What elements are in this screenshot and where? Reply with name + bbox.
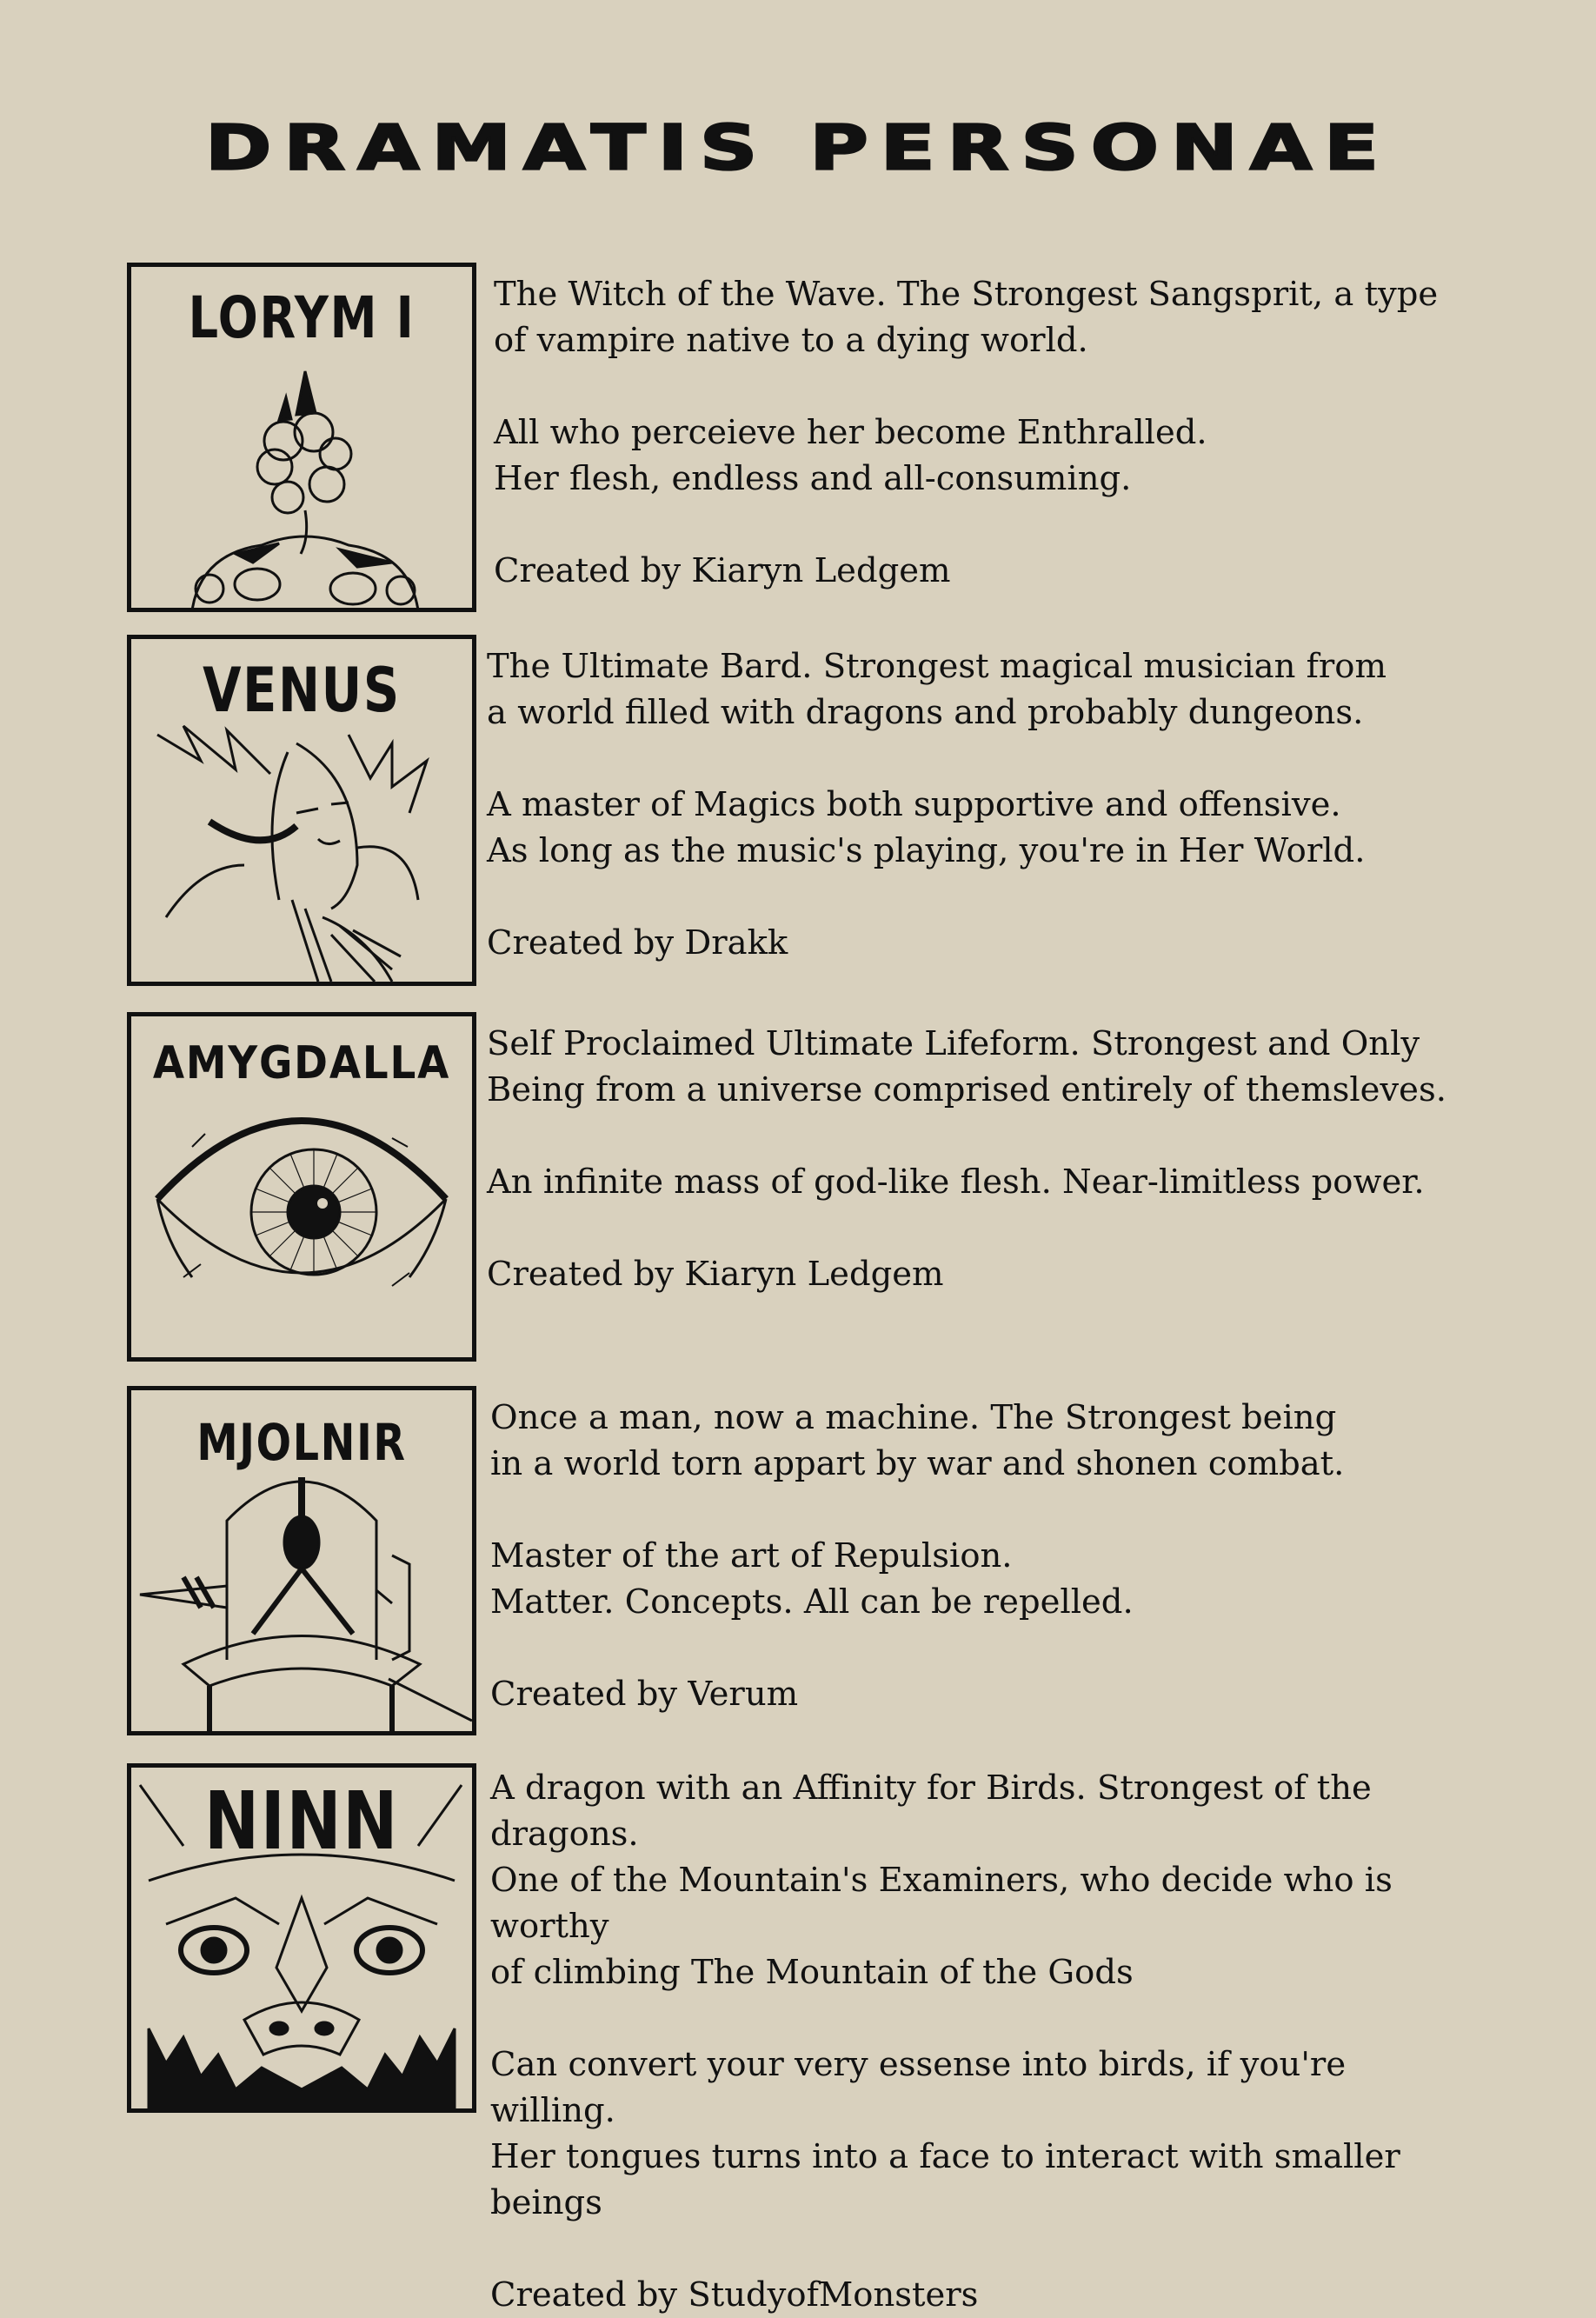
description-line: Her tongues turns into a face to interact with smaller beings <box>490 2137 1400 2222</box>
character-entry-lorymi <box>127 263 1483 614</box>
description-line: Matter. Concepts. All can be repelled. <box>490 1582 1134 1622</box>
machine-illustration <box>131 1390 472 1731</box>
character-description <box>490 1765 1481 2318</box>
creator-credit: Created by Kiaryn Ledgem <box>494 551 951 590</box>
portrait-ninn <box>127 1763 476 2113</box>
creator-credit: Created by StudyofMonsters <box>490 2275 979 2315</box>
creator-credit: Created by Verum <box>490 1675 799 1714</box>
witch-illustration <box>131 267 472 608</box>
creator-credit: Created by Kiaryn Ledgem <box>487 1255 944 1294</box>
bard-illustration <box>131 639 472 982</box>
character-description <box>490 1395 1481 1717</box>
description-line: a world filled with dragons and probably dungeons. <box>487 693 1364 732</box>
character-entry-amygdalla <box>127 1012 1483 1363</box>
description-line: Once a man, now a machine. The Strongest being <box>490 1398 1337 1437</box>
description-line: One of the Mountain's Examiners, who decide who is worthy <box>490 1861 1393 1946</box>
character-name: LORYM I <box>188 284 416 351</box>
description-line: Being from a universe comprised entirely of themsleves. <box>487 1070 1446 1109</box>
description-line: The Ultimate Bard. Strongest magical musician from <box>487 647 1387 686</box>
description-line: A master of Magics both supportive and offensive. <box>487 785 1341 824</box>
character-description <box>487 1021 1478 1297</box>
description-line: As long as the music's playing, you're in Her World. <box>487 831 1366 870</box>
description-line: in a world torn appart by war and shonen combat. <box>490 1444 1345 1483</box>
dragon-illustration <box>131 1768 472 2108</box>
portrait-amygdalla <box>127 1012 476 1362</box>
description-line: Master of the art of Repulsion. <box>490 1536 1013 1575</box>
description-line: Self Proclaimed Ultimate Lifeform. Strongest and Only <box>487 1024 1420 1063</box>
character-description <box>494 271 1485 594</box>
description-line: of vampire native to a dying world. <box>494 321 1088 360</box>
description-line: A dragon with an Affinity for Birds. Strongest of the dragons. <box>490 1768 1372 1854</box>
character-description <box>487 643 1478 966</box>
character-name: NINN <box>203 1775 400 1868</box>
portrait-venus <box>127 635 476 986</box>
page-title: DRAMATIS PERSONAE <box>205 111 1391 184</box>
portrait-lorymi <box>127 263 476 612</box>
description-line: of climbing The Mountain of the Gods <box>490 1953 1134 1992</box>
description-line: Her flesh, endless and all-consuming. <box>494 459 1132 498</box>
character-name: AMYGDALLA <box>152 1037 451 1089</box>
character-entry-ninn <box>127 1763 1483 2315</box>
character-entry-venus <box>127 635 1483 986</box>
creator-credit: Created by Drakk <box>487 923 788 963</box>
description-line: All who perceieve her become Enthralled. <box>494 413 1207 452</box>
description-line: An infinite mass of god-like flesh. Near-limitless power. <box>487 1162 1425 1202</box>
character-name: MJOLNIR <box>196 1413 407 1472</box>
description-line: Can convert your very essense into birds, if you're willing. <box>490 2045 1347 2130</box>
portrait-mjolnir <box>127 1386 476 1735</box>
eye-illustration <box>131 1016 472 1357</box>
description-line: The Witch of the Wave. The Strongest Sangsprit, a type <box>494 275 1439 314</box>
character-entry-mjolnir <box>127 1386 1483 1737</box>
character-name: VENUS <box>203 655 401 726</box>
